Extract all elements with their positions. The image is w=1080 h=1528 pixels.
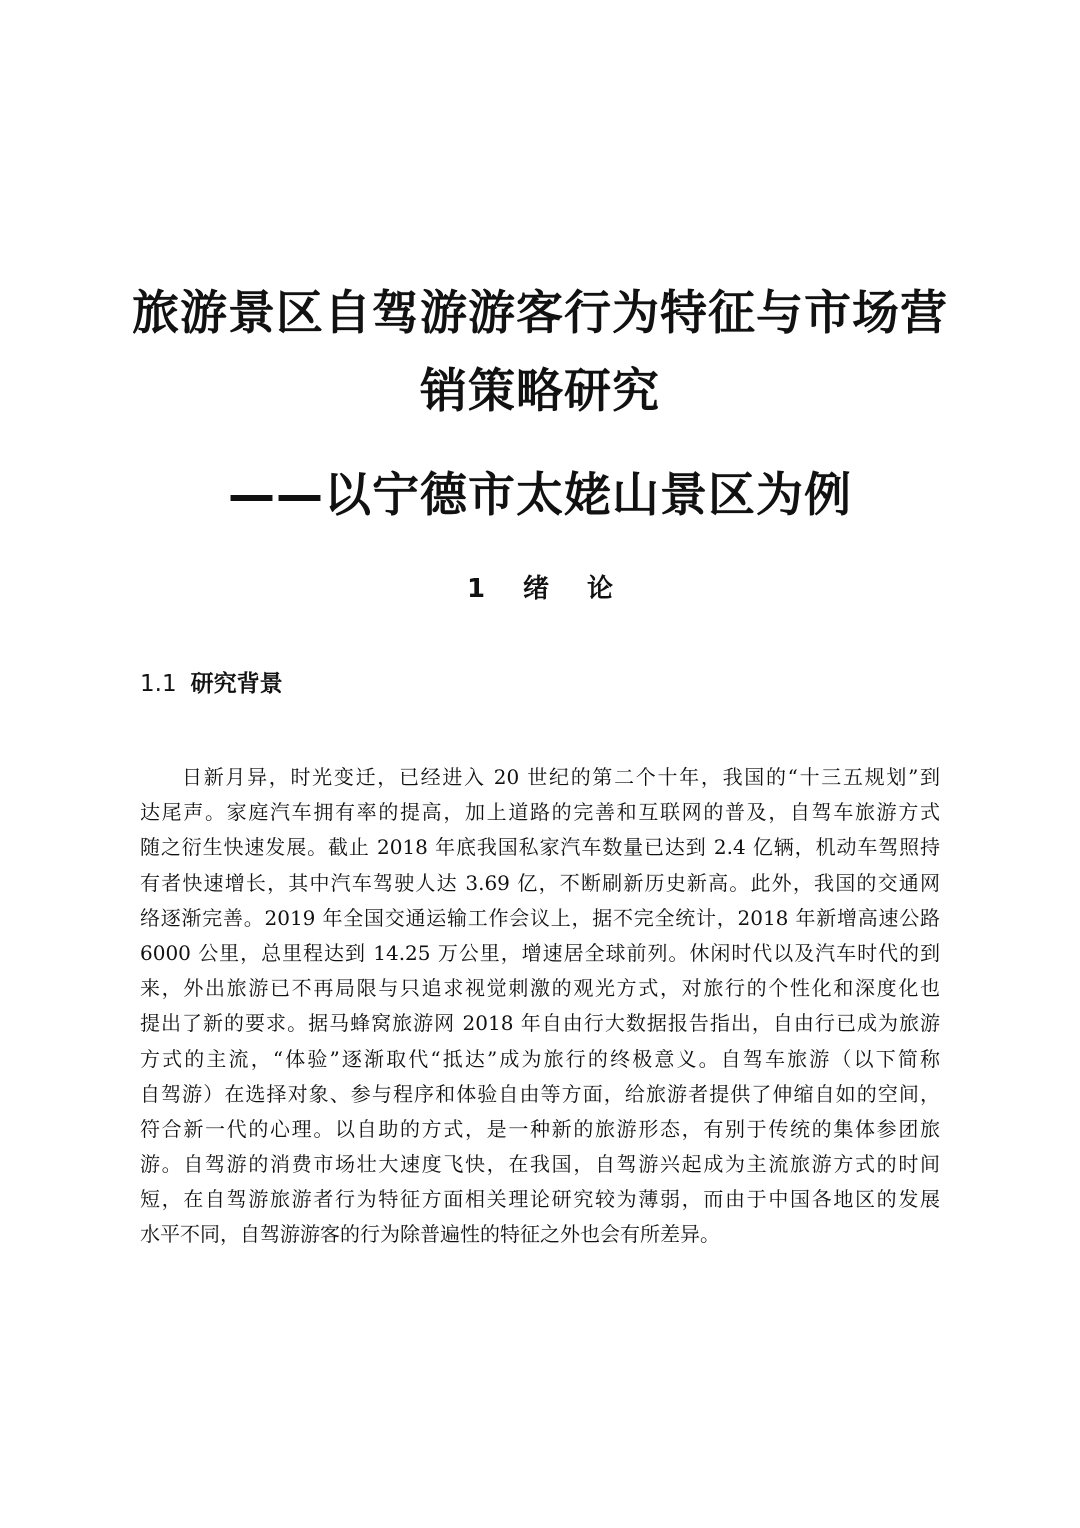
- paragraph-line: 日新月异，时光变迁，已经进入 20 世纪的第二个十年，我国的“十三五规划”到: [182, 765, 940, 789]
- paragraph-line: 6000 公里，总里程达到 14.25 万公里，增速居全球前列。休闲时代以及汽车时代的到: [140, 940, 940, 965]
- paragraph-line: 方式的主流，“体验”逐渐取代“抵达”成为旅行的终极意义。自驾车旅游（以下简称: [140, 1046, 940, 1071]
- chapter-heading: [0, 576, 1080, 602]
- paragraph-line: 随之衍生快速发展。截止 2018 年底我国私家汽车数量已达到 2.4 亿辆，机动车驾照持: [140, 835, 940, 860]
- subtitle-line: ——以宁德市太姥山景区为例: [228, 468, 852, 523]
- paragraph-line: 符合新一代的心理。以自助的方式，是一种新的旅游形态，有别于传统的集体参团旅: [140, 1116, 940, 1141]
- paragraph-line: 有者快速增长，其中汽车驾驶人达 3.69 亿，不断刷新历史新高。此外，我国的交通网: [140, 870, 940, 895]
- paragraph-line: 络逐渐完善。2019 年全国交通运输工作会议上，据不完全统计，2018 年新增高速公路: [140, 905, 940, 930]
- section-title: 研究背景: [190, 671, 283, 697]
- chapter-title-char-1: 绪: [523, 574, 550, 604]
- paragraph-line: 提出了新的要求。据马蜂窝旅游网 2018 年自由行大数据报告指出，自由行已成为旅游: [140, 1011, 940, 1036]
- section-number: 1.1: [140, 671, 177, 697]
- body-paragraph: [140, 760, 940, 1253]
- paragraph-line: 自驾游）在选择对象、参与程序和体验自由等方面，给旅游者提供了伸缩自如的空间，: [140, 1081, 940, 1106]
- paragraph-line: 达尾声。家庭汽车拥有率的提高，加上道路的完善和互联网的普及，自驾车旅游方式: [140, 800, 940, 825]
- title-line-2: 销策略研究: [420, 364, 660, 419]
- paragraph-line: 短，在自驾游旅游者行为特征方面相关理论研究较为薄弱，而由于中国各地区的发展: [140, 1187, 940, 1212]
- chapter-title-char-2: 论: [587, 574, 614, 604]
- paragraph-line: 游。自驾游的消费市场壮大速度飞快，在我国，自驾游兴起成为主流旅游方式的时间: [140, 1152, 940, 1177]
- section-heading: [140, 673, 283, 696]
- title-line-1: 旅游景区自驾游游客行为特征与市场营: [132, 286, 948, 341]
- chapter-number: 1: [466, 574, 486, 604]
- paragraph-line: 来，外出旅游已不再局限与只追求视觉刺激的观光方式，对旅行的个性化和深度化也: [140, 976, 940, 1001]
- paragraph-line: 水平不同，自驾游游客的行为除普遍性的特征之外也会有所差异。: [140, 1222, 720, 1247]
